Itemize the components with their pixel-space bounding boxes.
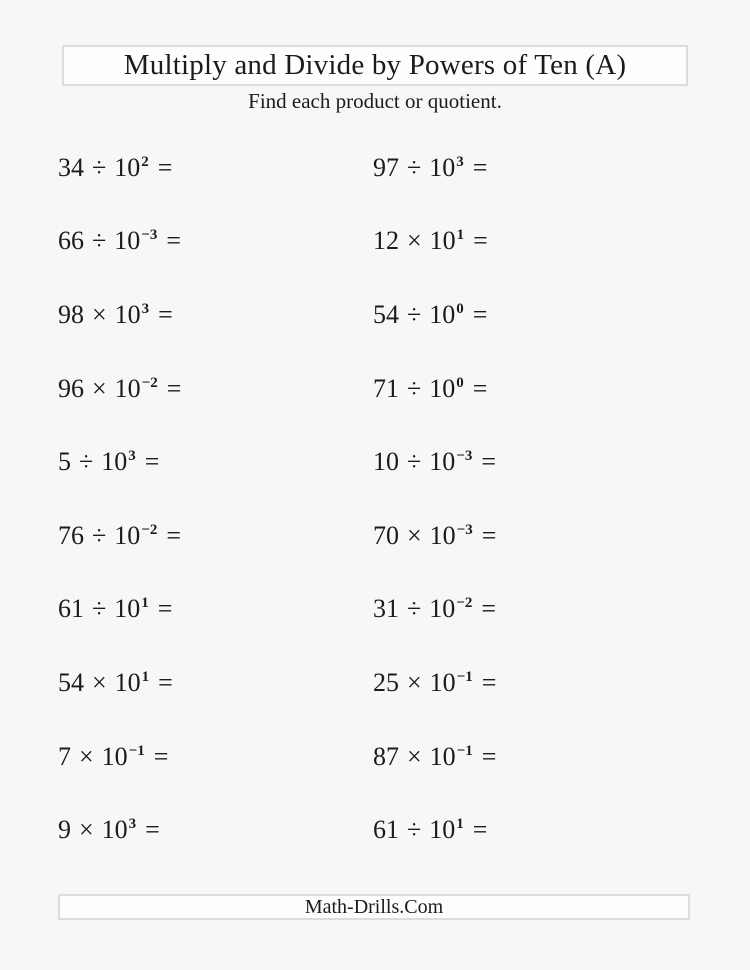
equals-sign: = [481,741,497,771]
problem-base: 10 [429,741,456,771]
problem-operator: × [79,741,94,771]
problem-operand: 61 [373,815,399,845]
power-of-ten: 10−3 [429,447,473,477]
worksheet-subtitle: Find each product or quotient. [248,89,502,113]
problem-operand: 97 [373,152,399,182]
problem-base: 10 [429,520,456,550]
problem-base: 10 [101,741,128,771]
problem-operator: ÷ [407,594,422,624]
equals-sign: = [481,594,497,624]
power-of-ten: 100 [429,299,464,329]
problem-operator: ÷ [79,447,94,477]
problem-expression [373,226,488,256]
problem-expression [373,153,487,183]
problem-operand: 10 [373,447,399,477]
problem-base: 10 [114,520,141,550]
problem-operator: × [407,741,422,771]
problem-row [0,425,750,499]
problem-base: 10 [429,226,456,256]
problem-expression [373,300,487,330]
problem-operator: ÷ [92,152,107,182]
problem-base: 10 [429,447,456,477]
problem-expression [58,742,168,772]
power-of-ten: 103 [101,815,137,845]
problem-expression [373,594,496,624]
problem-expression [58,300,173,330]
equals-sign: = [472,299,488,329]
problem-base: 10 [429,373,456,403]
problem-expression [373,668,496,698]
footer-box [58,894,690,920]
problem-expression [373,742,496,772]
problem-base: 10 [101,815,128,845]
problem-base: 10 [101,447,128,477]
problem-operator: × [92,299,107,329]
worksheet-title: Multiply and Divide by Powers of Ten (A) [123,49,627,81]
problem-row [0,499,750,573]
equals-sign: = [158,667,173,697]
problem-operator: ÷ [92,226,107,256]
problem-operator: ÷ [407,815,422,845]
problem-operator: × [407,226,422,256]
equals-sign: = [472,815,488,845]
equals-sign: = [157,152,173,182]
problem-base: 10 [114,373,141,403]
problem-operand: 25 [373,667,399,697]
problem-operand: 54 [58,667,84,697]
problem-operator: × [407,520,422,550]
problem-operand: 96 [58,373,84,403]
problem-operator: × [92,373,107,403]
problem-expression [58,153,172,183]
problem-operand: 34 [58,152,84,182]
problem-operator: ÷ [407,373,422,403]
problem-operator: ÷ [92,520,107,550]
problem-expression [58,815,160,845]
equals-sign: = [166,373,182,403]
equals-sign: = [481,447,497,477]
problem-base: 10 [114,299,141,329]
problem-expression [58,374,181,404]
power-of-ten: 10−3 [429,520,473,550]
problem-operand: 5 [58,447,71,477]
problems-area [0,131,750,867]
power-of-ten: 10−1 [429,667,473,697]
problem-operand: 9 [58,815,71,845]
equals-sign: = [481,520,497,550]
problem-row [0,278,750,352]
equals-sign: = [481,667,497,697]
problem-operator: ÷ [407,152,422,182]
problem-operand: 98 [58,299,84,329]
problem-base: 10 [114,226,141,256]
problem-base: 10 [429,667,456,697]
footer-text: Math-Drills.Com [304,895,444,918]
power-of-ten: 100 [429,373,464,403]
problem-base: 10 [114,594,141,624]
problem-operator: ÷ [407,447,422,477]
equals-sign: = [473,226,488,256]
problem-expression [58,521,181,551]
equals-sign: = [166,226,182,256]
equals-sign: = [472,373,488,403]
problem-row [0,793,750,867]
power-of-ten: 103 [429,152,464,182]
problem-expression [58,226,181,256]
equals-sign: = [145,815,160,845]
problem-row [0,205,750,279]
problem-expression [373,374,487,404]
problem-operator: × [79,815,94,845]
problem-row [0,573,750,647]
power-of-ten: 103 [114,299,150,329]
problem-row [0,646,750,720]
power-of-ten: 10−2 [429,594,473,624]
problem-base: 10 [429,594,456,624]
problem-row [0,720,750,794]
problem-operand: 87 [373,741,399,771]
problem-operand: 71 [373,373,399,403]
problem-operator: × [92,667,107,697]
problem-operator: ÷ [92,594,107,624]
equals-sign: = [166,520,182,550]
problem-operand: 66 [58,226,84,256]
problem-operand: 54 [373,299,399,329]
power-of-ten: 10−3 [114,226,158,256]
problem-expression [373,521,496,551]
problem-operand: 7 [58,741,71,771]
power-of-ten: 101 [429,226,465,256]
power-of-ten: 101 [429,815,464,845]
power-of-ten: 10−2 [114,520,158,550]
equals-sign: = [157,594,173,624]
power-of-ten: 10−1 [429,741,473,771]
problem-row [0,352,750,426]
problem-base: 10 [114,152,141,182]
power-of-ten: 101 [114,667,150,697]
problem-expression [373,815,487,845]
problem-operand: 31 [373,594,399,624]
equals-sign: = [153,741,169,771]
power-of-ten: 10−1 [101,741,145,771]
equals-sign: = [144,447,160,477]
power-of-ten: 102 [114,152,149,182]
problem-row [0,131,750,205]
problem-base: 10 [429,815,456,845]
equals-sign: = [158,299,173,329]
problem-operator: ÷ [407,299,422,329]
problem-base: 10 [114,667,141,697]
problem-expression [373,447,496,477]
title-box [62,45,688,86]
problem-operand: 12 [373,226,399,256]
problem-base: 10 [429,299,456,329]
power-of-ten: 103 [101,447,136,477]
equals-sign: = [472,152,488,182]
problem-expression [58,447,159,477]
power-of-ten: 10−2 [114,373,158,403]
problem-expression [58,668,173,698]
problem-expression [58,594,172,624]
problem-operand: 70 [373,520,399,550]
problem-operator: × [407,667,422,697]
power-of-ten: 101 [114,594,149,624]
problem-operand: 76 [58,520,84,550]
problem-operand: 61 [58,594,84,624]
problem-base: 10 [429,152,456,182]
